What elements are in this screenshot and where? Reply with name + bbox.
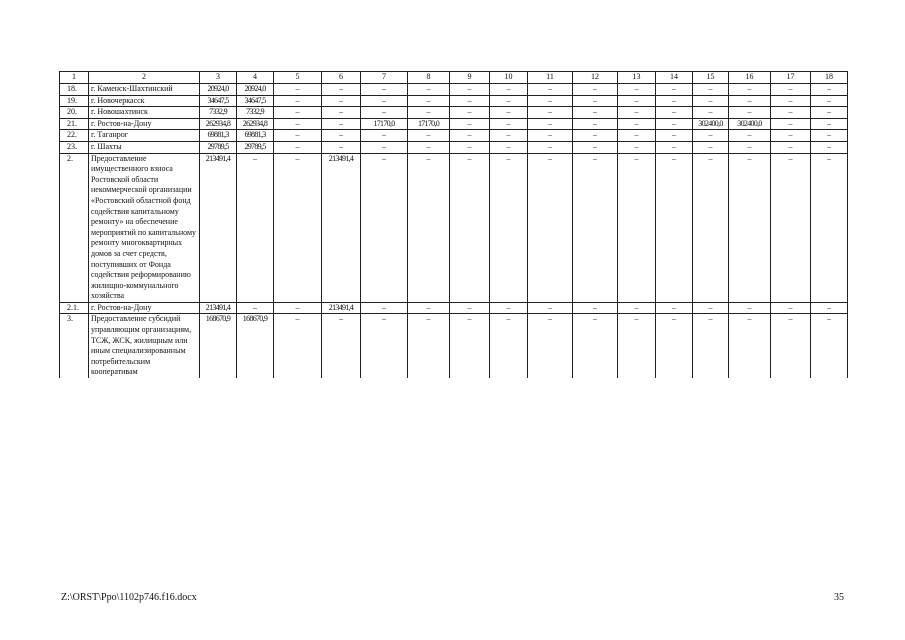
value-cell: – <box>490 130 528 142</box>
value-cell: – <box>274 302 322 314</box>
value-cell: – <box>361 130 408 142</box>
value-cell: – <box>528 153 573 302</box>
value-cell: – <box>573 153 618 302</box>
row-name-cell: г. Таганрог <box>89 130 200 142</box>
value-cell: – <box>693 302 729 314</box>
column-header: 8 <box>408 72 450 84</box>
value-cell: – <box>811 141 848 153</box>
value-cell: – <box>771 107 811 119</box>
row-name-cell: г. Новочеркасск <box>89 95 200 107</box>
value-cell: – <box>361 153 408 302</box>
value-cell: – <box>490 314 528 378</box>
value-cell: – <box>729 107 771 119</box>
row-name-cell: Предоставление имущественного взноса Ростовской области некоммерческой организации «Ростовский областной фонд содействия капитальному ремонту» на обеспечение мероприятий по капитальному ремонту многоквартирных домов за счет средств, поступивших от Фонда содействия реформированию жилищно-коммунального хозяйства <box>89 153 200 302</box>
value-cell: – <box>408 95 450 107</box>
value-cell: – <box>450 153 490 302</box>
value-cell: – <box>450 84 490 96</box>
value-cell: – <box>408 107 450 119</box>
value-cell: – <box>693 84 729 96</box>
value-cell: – <box>528 84 573 96</box>
footer-page-number: 35 <box>834 592 844 603</box>
value-cell: 20924,0 <box>200 84 237 96</box>
table-row <box>60 118 848 130</box>
value-cell: 34647,5 <box>237 95 274 107</box>
table-row <box>60 130 848 142</box>
value-cell: 262934,8 <box>237 118 274 130</box>
value-cell: – <box>693 314 729 378</box>
value-cell: 262934,8 <box>200 118 237 130</box>
value-cell: – <box>274 84 322 96</box>
value-cell: – <box>656 314 693 378</box>
value-cell: – <box>237 302 274 314</box>
value-cell: 69881,3 <box>200 130 237 142</box>
value-cell: – <box>322 118 361 130</box>
value-cell: – <box>361 107 408 119</box>
value-cell: – <box>322 95 361 107</box>
row-number-cell: 23. <box>60 141 89 153</box>
value-cell: – <box>361 95 408 107</box>
row-number-cell: 20. <box>60 107 89 119</box>
value-cell: 213491,4 <box>200 302 237 314</box>
value-cell: – <box>693 141 729 153</box>
value-cell: – <box>693 107 729 119</box>
row-number-cell: 3. <box>60 314 89 378</box>
value-cell: – <box>729 314 771 378</box>
value-cell: – <box>656 84 693 96</box>
value-cell: – <box>237 153 274 302</box>
value-cell: – <box>490 141 528 153</box>
value-cell: – <box>618 302 656 314</box>
row-number-cell: 18. <box>60 84 89 96</box>
value-cell: 29789,5 <box>237 141 274 153</box>
column-header: 10 <box>490 72 528 84</box>
value-cell: – <box>274 130 322 142</box>
value-cell: – <box>618 141 656 153</box>
value-cell: – <box>729 141 771 153</box>
value-cell: – <box>573 107 618 119</box>
value-cell: – <box>450 107 490 119</box>
budget-table <box>59 71 848 378</box>
value-cell: – <box>490 95 528 107</box>
value-cell: – <box>618 107 656 119</box>
value-cell: – <box>771 302 811 314</box>
column-header: 4 <box>237 72 274 84</box>
row-number-cell: 19. <box>60 95 89 107</box>
value-cell: – <box>528 130 573 142</box>
value-cell: – <box>656 130 693 142</box>
value-cell: – <box>361 302 408 314</box>
value-cell: – <box>618 95 656 107</box>
value-cell: 29789,5 <box>200 141 237 153</box>
value-cell: 34647,5 <box>200 95 237 107</box>
value-cell: – <box>656 95 693 107</box>
column-header: 1 <box>60 72 89 84</box>
value-cell: – <box>322 141 361 153</box>
value-cell: – <box>811 130 848 142</box>
table-row <box>60 107 848 119</box>
column-header: 3 <box>200 72 237 84</box>
value-cell: – <box>656 141 693 153</box>
value-cell: – <box>528 107 573 119</box>
value-cell: – <box>771 118 811 130</box>
value-cell: 302400,0 <box>693 118 729 130</box>
value-cell: – <box>693 130 729 142</box>
value-cell: 17170,0 <box>361 118 408 130</box>
column-header: 15 <box>693 72 729 84</box>
table-row <box>60 84 848 96</box>
value-cell: – <box>693 153 729 302</box>
value-cell: 213491,4 <box>322 302 361 314</box>
column-header: 7 <box>361 72 408 84</box>
value-cell: – <box>408 130 450 142</box>
value-cell: – <box>618 130 656 142</box>
value-cell: 302400,0 <box>729 118 771 130</box>
value-cell: – <box>528 95 573 107</box>
value-cell: – <box>528 302 573 314</box>
value-cell: – <box>573 302 618 314</box>
value-cell: – <box>274 314 322 378</box>
row-number-cell: 21. <box>60 118 89 130</box>
value-cell: – <box>322 314 361 378</box>
value-cell: – <box>490 153 528 302</box>
value-cell: – <box>450 302 490 314</box>
row-number-cell: 22. <box>60 130 89 142</box>
value-cell: – <box>618 118 656 130</box>
column-header: 5 <box>274 72 322 84</box>
value-cell: – <box>771 141 811 153</box>
value-cell: 213491,4 <box>322 153 361 302</box>
row-name-cell: г. Каменск-Шахтинский <box>89 84 200 96</box>
value-cell: – <box>528 314 573 378</box>
value-cell: – <box>573 118 618 130</box>
value-cell: – <box>274 118 322 130</box>
value-cell: – <box>656 107 693 119</box>
value-cell: – <box>322 107 361 119</box>
value-cell: – <box>361 84 408 96</box>
value-cell: – <box>693 95 729 107</box>
value-cell: – <box>771 95 811 107</box>
table-body <box>60 84 848 379</box>
value-cell: – <box>656 302 693 314</box>
value-cell: – <box>361 314 408 378</box>
value-cell: 7332,9 <box>200 107 237 119</box>
value-cell: – <box>811 107 848 119</box>
row-name-cell: г. Ростов-на-Дону <box>89 118 200 130</box>
value-cell: – <box>811 95 848 107</box>
column-header: 12 <box>573 72 618 84</box>
value-cell: – <box>408 314 450 378</box>
value-cell: – <box>408 153 450 302</box>
value-cell: 20924,0 <box>237 84 274 96</box>
footer-file-path: Z:\ORST\Ppo\1102p746.f16.docx <box>61 592 197 603</box>
value-cell: – <box>274 153 322 302</box>
column-header: 14 <box>656 72 693 84</box>
value-cell: – <box>618 153 656 302</box>
column-header: 2 <box>89 72 200 84</box>
value-cell: – <box>811 84 848 96</box>
value-cell: – <box>274 141 322 153</box>
column-header: 13 <box>618 72 656 84</box>
value-cell: – <box>408 302 450 314</box>
value-cell: – <box>274 107 322 119</box>
table-header-row <box>60 72 848 84</box>
column-header: 11 <box>528 72 573 84</box>
column-header: 17 <box>771 72 811 84</box>
table-row <box>60 153 848 302</box>
value-cell: – <box>811 314 848 378</box>
value-cell: – <box>490 302 528 314</box>
table-row <box>60 95 848 107</box>
table-row <box>60 314 848 378</box>
row-number-cell: 2.1. <box>60 302 89 314</box>
value-cell: – <box>528 118 573 130</box>
value-cell: 168670,9 <box>200 314 237 378</box>
value-cell: – <box>729 95 771 107</box>
row-name-cell: Предоставление субсидий управляющим организациям, ТСЖ, ЖСК, жилищным или иным специализированным потребительским кооперативам <box>89 314 200 378</box>
value-cell: – <box>450 130 490 142</box>
table-row <box>60 141 848 153</box>
value-cell: – <box>490 84 528 96</box>
value-cell: – <box>408 84 450 96</box>
table-row <box>60 302 848 314</box>
value-cell: 213491,4 <box>200 153 237 302</box>
value-cell: – <box>618 314 656 378</box>
value-cell: – <box>771 153 811 302</box>
value-cell: 7332,9 <box>237 107 274 119</box>
value-cell: – <box>322 130 361 142</box>
row-name-cell: г. Ростов-на-Дону <box>89 302 200 314</box>
value-cell: – <box>811 153 848 302</box>
value-cell: – <box>656 153 693 302</box>
value-cell: – <box>771 130 811 142</box>
value-cell: – <box>408 141 450 153</box>
value-cell: – <box>490 118 528 130</box>
value-cell: – <box>729 302 771 314</box>
column-header: 18 <box>811 72 848 84</box>
value-cell: – <box>274 95 322 107</box>
row-number-cell: 2. <box>60 153 89 302</box>
value-cell: – <box>811 118 848 130</box>
value-cell: – <box>729 84 771 96</box>
value-cell: – <box>450 95 490 107</box>
value-cell: – <box>450 314 490 378</box>
value-cell: 17170,0 <box>408 118 450 130</box>
value-cell: – <box>322 84 361 96</box>
value-cell: 69881,3 <box>237 130 274 142</box>
value-cell: – <box>618 84 656 96</box>
value-cell: – <box>771 314 811 378</box>
value-cell: – <box>573 84 618 96</box>
value-cell: – <box>656 118 693 130</box>
column-header: 16 <box>729 72 771 84</box>
column-header: 6 <box>322 72 361 84</box>
value-cell: – <box>450 141 490 153</box>
value-cell: – <box>729 130 771 142</box>
value-cell: – <box>573 95 618 107</box>
value-cell: – <box>573 314 618 378</box>
value-cell: – <box>811 302 848 314</box>
row-name-cell: г. Шахты <box>89 141 200 153</box>
value-cell: – <box>771 84 811 96</box>
value-cell: – <box>573 141 618 153</box>
value-cell: 168670,9 <box>237 314 274 378</box>
column-header: 9 <box>450 72 490 84</box>
value-cell: – <box>729 153 771 302</box>
value-cell: – <box>528 141 573 153</box>
row-name-cell: г. Новошахтинск <box>89 107 200 119</box>
value-cell: – <box>490 107 528 119</box>
value-cell: – <box>573 130 618 142</box>
value-cell: – <box>361 141 408 153</box>
value-cell: – <box>450 118 490 130</box>
